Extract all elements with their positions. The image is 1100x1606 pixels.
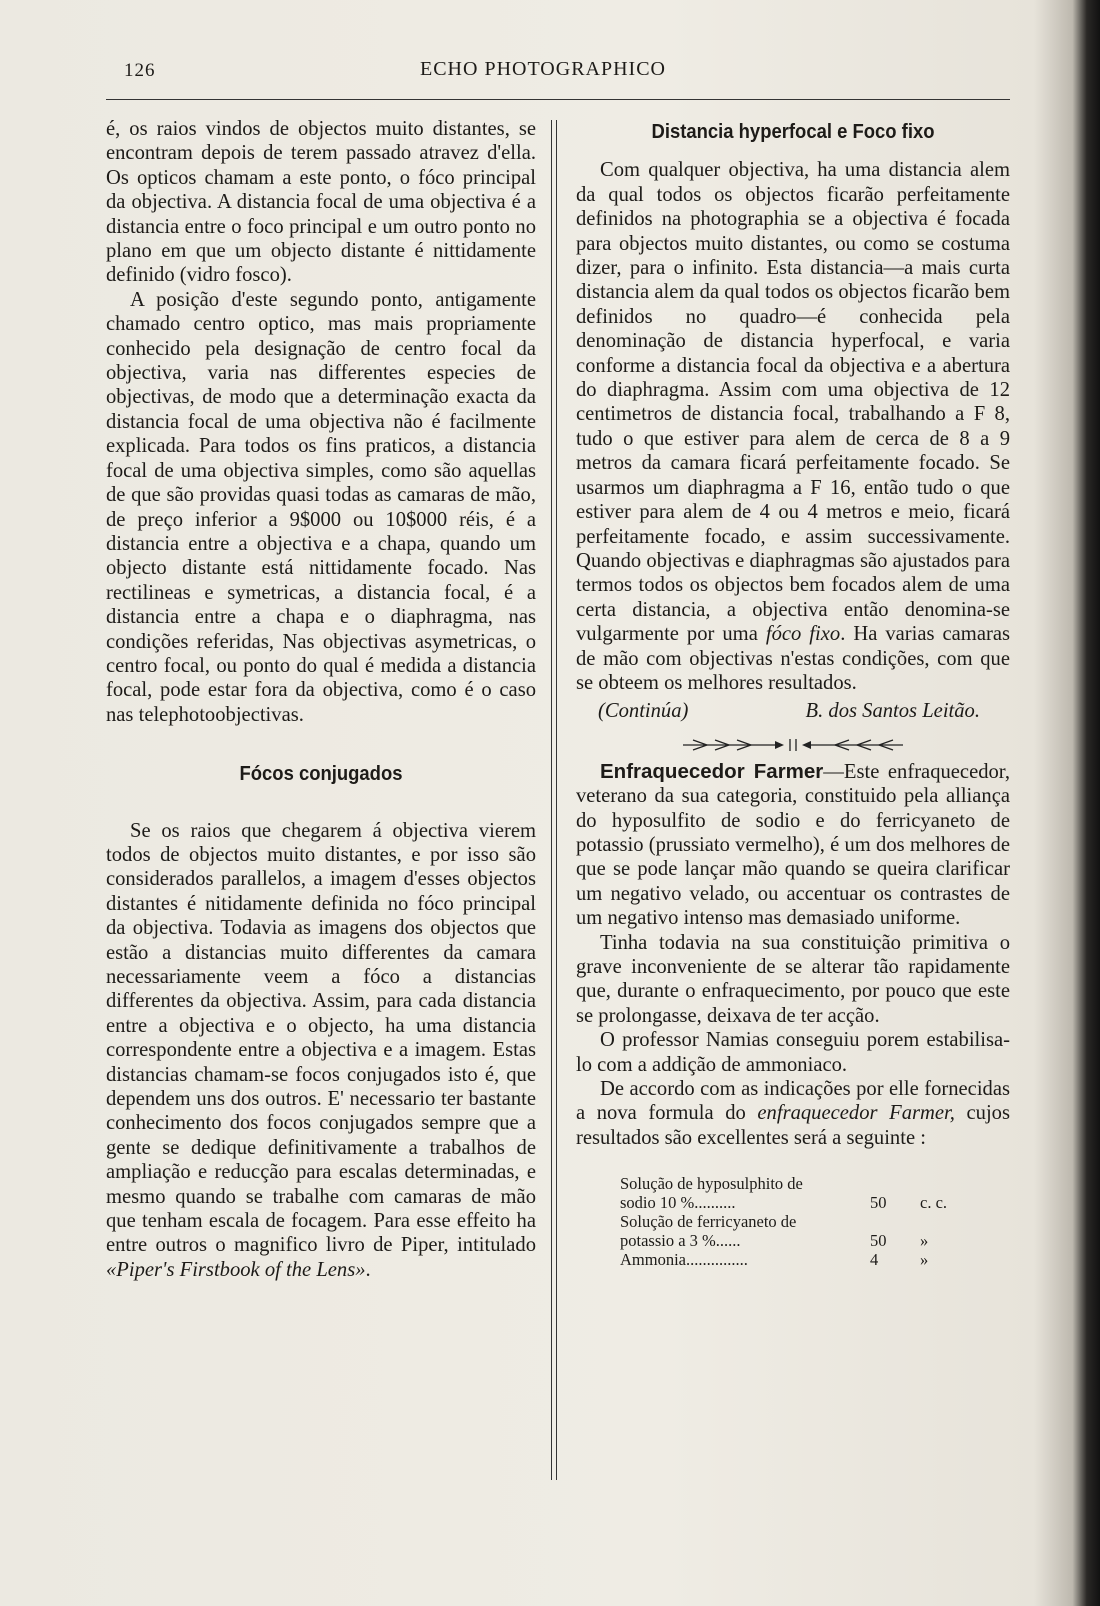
hyperfocal-paragraph xyxy=(576,158,1010,695)
focos-conjugados-end: . xyxy=(365,1258,371,1281)
formula-ingredient-line: Solução de hyposulphito de xyxy=(620,1174,803,1194)
formula-ingredient-detail: potassio a 3 %...... xyxy=(620,1231,741,1251)
formula-unit: » xyxy=(920,1231,929,1251)
left-paragraph-1: é, os raios vindos de objectos muito distantes, se encontram depois de terem passado atravez d'ella. Os opticos chamam a este ponto, o fóco principal da objectiva. A distancia focal de uma objectiva é a distancia entre o foco principal e um outro ponto no plano em que um objecto distante é nittidamente definido (vidro fosco). xyxy=(106,118,536,287)
page-number: 126 xyxy=(124,60,156,81)
formula-intro-paragraph xyxy=(576,1077,1010,1150)
formula-quantity: 50 xyxy=(870,1231,887,1251)
focos-conjugados-text xyxy=(106,819,536,1283)
formula-row xyxy=(620,1250,1010,1269)
column-divider xyxy=(551,120,557,1480)
continua-note: (Continúa) xyxy=(598,700,689,723)
right-paragraph-3: Tinha todavia na sua constituição primitiva o grave inconveniente de se alterar tão rapidamente que, durante o enfraquecimento, por pouco que este se prolongasse, deixava de ter acção. xyxy=(576,931,1010,1027)
enfraquecedor-body: —Este enfraquecedor, veterano da sua categoria, constituido pela alliança do hyposulfito de sodio e do ferricyaneto de potassio (prussiato vermelho), é um dos melhores de que se pode lançar mão quando se queira clarificar um negativo velado, ou accentuar os contrastes de um negativo intenso mas demasiado uniforme. xyxy=(576,760,1010,930)
hyperfocal-body: Com qualquer objectiva, ha uma distancia alem da qual todos os objectos ficarão perfeitamente definidos na photographia se a objectiva é focada para objectos muito distantes, ou como se costuma dizer, para o infinito. Esta distancia—a mais curta distancia alem da qual todos os objectos ficarão bem definidos no quadro—é conhecida pela denominação de distancia hyperfocal, e varia conforme a distancia focal da objectiva e a abertura do diaphragma. Assim com uma objectiva de 12 centimetros de distancia focal, trabalhando a F 8, tudo o que estiver para alem de cerca de 8 a 9 metros da camara ficará perfeitamente focado. Se usarmos um diaphragma a F 16, então tudo o que estiver para alem de 4 ou 4 metros e meio, ficará perfeitamente focado, e assim successivamente. Quando objectivas e diaphragmas são ajustados para termos todos os objectos bem focados alem de uma certa distancia, a objectiva então denomina-se vulgarmente por uma xyxy=(576,159,1010,646)
focos-conjugados-body: Se os raios que chegarem á objectiva vierem todos de objectos muito distantes, e por isso são considerados parallelos, a imagem d'esses objectos distantes é nitidamente definida no fóco principal da objectiva. Todavia as imagens dos objectos que estão a distancias muito differentes da camara necessariamente veem a fóco a distancias differentes da objectiva. Assim, para cada distancia entre a objectiva e o objecto, ha uma distancia correspondente entre a objectiva e a imagem. Estas distancias chamam-se focos conjugados isto é, que dependem uns dos outros. E' necessario ter bastante conhecimento dos focos conjugados sempre que a gente se dedique definitivamente a trabalhos de ampliação e reducção para escalas determinadas, e mesmo quando se trabalhe com camaras de mão que tenham escala de focagem. Para esse effeito ha entre outros o magnifico livro de Piper, intitulado xyxy=(106,819,536,1257)
formula-quantity: 50 xyxy=(870,1193,887,1213)
author-signature: B. dos Santos Leitão. xyxy=(805,700,980,723)
right-column xyxy=(576,117,1010,1269)
left-column xyxy=(106,117,536,1282)
right-paragraph-4: O professor Namias conseguiu porem estabilisa-lo com a addição de ammoniaco. xyxy=(576,1029,1010,1076)
enfraquecedor-lead: Enfraquecedor Farmer xyxy=(600,759,824,783)
formula-intro-end: cujos resultados são excellentes será a seguinte : xyxy=(576,1102,1010,1149)
formula-intro-body: De accordo com as indicações por elle fornecidas a nova formula do xyxy=(576,1078,1010,1125)
enfraquecedor-paragraph xyxy=(576,760,1010,931)
formula-ingredient-detail: sodio 10 %.......... xyxy=(620,1193,736,1213)
book-title: «Piper's Firstbook of the Lens» xyxy=(106,1258,366,1281)
formula-table xyxy=(576,1174,1010,1269)
formula-row xyxy=(620,1212,1010,1250)
formula-ingredient-detail: Ammonia............... xyxy=(620,1250,748,1270)
formula-unit: c. c. xyxy=(920,1193,948,1213)
signature-line xyxy=(576,699,1010,723)
formula-ingredient-line: Solução de ferricyaneto de xyxy=(620,1212,797,1232)
enfraquecedor-farmer-term: enfraquecedor Farmer, xyxy=(757,1102,955,1125)
foco-fixo-term: fóco fixo xyxy=(765,623,841,646)
journal-title: ECHO PHOTOGRAPHICO xyxy=(420,58,666,80)
ornamental-divider xyxy=(663,738,923,752)
running-head xyxy=(0,58,1010,88)
header-rule xyxy=(106,99,1010,100)
section-heading-hyperfocal: Distancia hyperfocal e Foco fixo xyxy=(651,120,935,143)
section-heading-focos-conjugados: Fócos conjugados xyxy=(239,762,403,786)
hyperfocal-end: . Ha varias camaras de mão com objectivas n'estas condições, com que se obteem os melhores resultados. xyxy=(576,623,1010,694)
left-paragraph-2: A posição d'este segundo ponto, antigamente chamado centro optico, mas mais propriamente conhecido pela designação de centro focal da objectiva, varia nas differentes especies de objectivas, de modo que a determinação exacta da distancia focal de uma objectiva não é facilmente explicada. Para todos os fins praticos, a distancia focal de uma objectiva simples, como são aquellas de que são providas quasi todas as camaras de mão, de preço inferior a 9$000 ou 10$000 réis, é a distancia entre a objectiva e a chapa, quando um objecto distante está nittidamente focado. Nas rectilineas e symetricas, a distancia focal, é a distancia entre a chapa e o diaphragma, nas condições referidas, Nas objectivas asymetricas, o centro focal, ou ponto do qual é medida a distancia focal, pode estar fora da objectiva, como é o caso nas telephotoobjectivas. xyxy=(106,288,536,726)
formula-unit: » xyxy=(920,1250,929,1270)
formula-row xyxy=(620,1174,1010,1212)
formula-quantity: 4 xyxy=(870,1250,879,1270)
